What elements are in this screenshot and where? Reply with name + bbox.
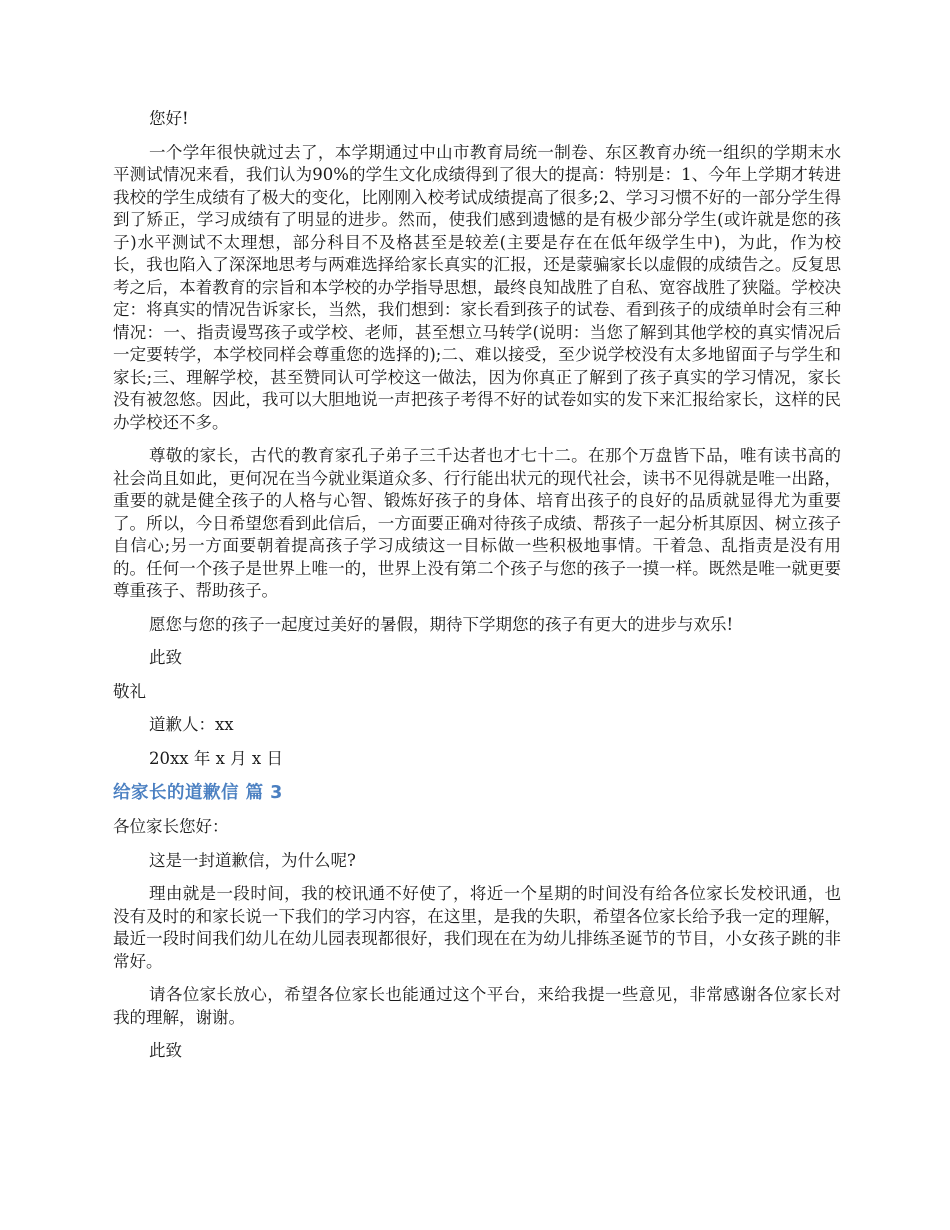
section-paragraph: 这是一封道歉信，为什么呢? (149, 850, 356, 870)
letter-paragraph: 愿您与您的孩子一起度过美好的暑假，期待下学期您的孩子有更大的进步与欢乐! (149, 614, 734, 634)
letter-closing: 此致 (149, 648, 182, 667)
section-greeting: 各位家长您好： (113, 817, 229, 836)
letter-date: 20xx 年 x 月 x 日 (149, 748, 283, 768)
document-body (113, 108, 841, 1074)
section-paragraph: 理由就是一段时间，我的校讯通不好使了，将近一个星期的时间没有给各位家长发校讯通，也没有及时的和家长说一下我们的学习内容，在这里，是我的失职，希望各位家长给予我一定的理解，最近一段时间我们幼儿在幼儿园表现都很好，我们现在在为幼儿排练圣诞节的节目，小女孩子跳的非常好。 (113, 884, 841, 971)
letter-paragraph: 尊敬的家长，古代的教育家孔子弟子三千达者也才七十二。在那个万盘皆下品，唯有读书高的社会尚且如此，更何况在当今就业渠道众多、行行能出状元的现代社会，读书不见得就是唯一出路，重要的就是健全孩子的人格与心智、锻炼好孩子的身体、培育出孩子的良好的品质就显得尤为重要了。所以，今日希望您看到此信后，一方面要正确对待孩子成绩、帮孩子一起分析其原因、树立孩子自信心;另一方面要朝着提高孩子学习成绩这一目标做一些积极地事情。干着急、乱指责是没有用的。任何一个孩子是世界上唯一的，世界上没有第二个孩子与您的孩子一摸一样。既然是唯一就更要尊重孩子、帮助孩子。 (113, 446, 841, 600)
section-paragraph: 请各位家长放心，希望各位家长也能通过这个平台，来给我提一些意见，非常感谢各位家长对我的理解，谢谢。 (113, 985, 841, 1027)
letter-salute: 敬礼 (113, 681, 146, 701)
letter-paragraph: 一个学年很快就过去了，本学期通过中山市教育局统一制卷、东区教育办统一组织的学期末水平测试情况来看，我们认为90%的学生文化成绩得到了很大的提高：特别是：1、今年上学期才转进我校的学生成绩有了极大的变化，比刚刚入校考试成绩提高了很多;2、学习习惯不好的一部分学生得到了矫正，学习成绩有了明显的进步。然而，使我们感到遗憾的是有极少部分学生(或许就是您的孩子)水平测试不太理想，部分科目不及格甚至是较差(主要是存在在低年级学生中)，为此，作为校长，我也陷入了深深地思考与两难选择给家长真实的汇报，还是蒙骗家长以虚假的成绩告之。反复思考之后，本着教育的宗旨和本学校的办学指导思想，最终良知战胜了自私、宽容战胜了狭隘。学校决定：将真实的情况告诉家长，当然，我们想到：家长看到孩子的试卷、看到孩子的成绩单时会有三种情况：一、指责谩骂孩子或学校、老师，甚至想立马转学(说明：当您了解到其他学校的真实情况后一定要转学，本学校同样会尊重您的选择的);二、难以接受，至少说学校没有太多地留面子与学生和家长;三、理解学校，甚至赞同认可学校这一做法，因为你真正了解到了孩子真实的学习情况，家长没有被忽悠。因此，我可以大胆地说一声把孩子考得不好的试卷如实的发下来汇报给家长，这样的民办学校还不多。 (113, 142, 841, 432)
letter-signature: 道歉人：xx (149, 715, 234, 734)
section-heading: 给家长的道歉信 篇 3 (113, 783, 283, 803)
section-closing: 此致 (149, 1041, 182, 1060)
letter-greeting: 您好! (149, 109, 189, 128)
